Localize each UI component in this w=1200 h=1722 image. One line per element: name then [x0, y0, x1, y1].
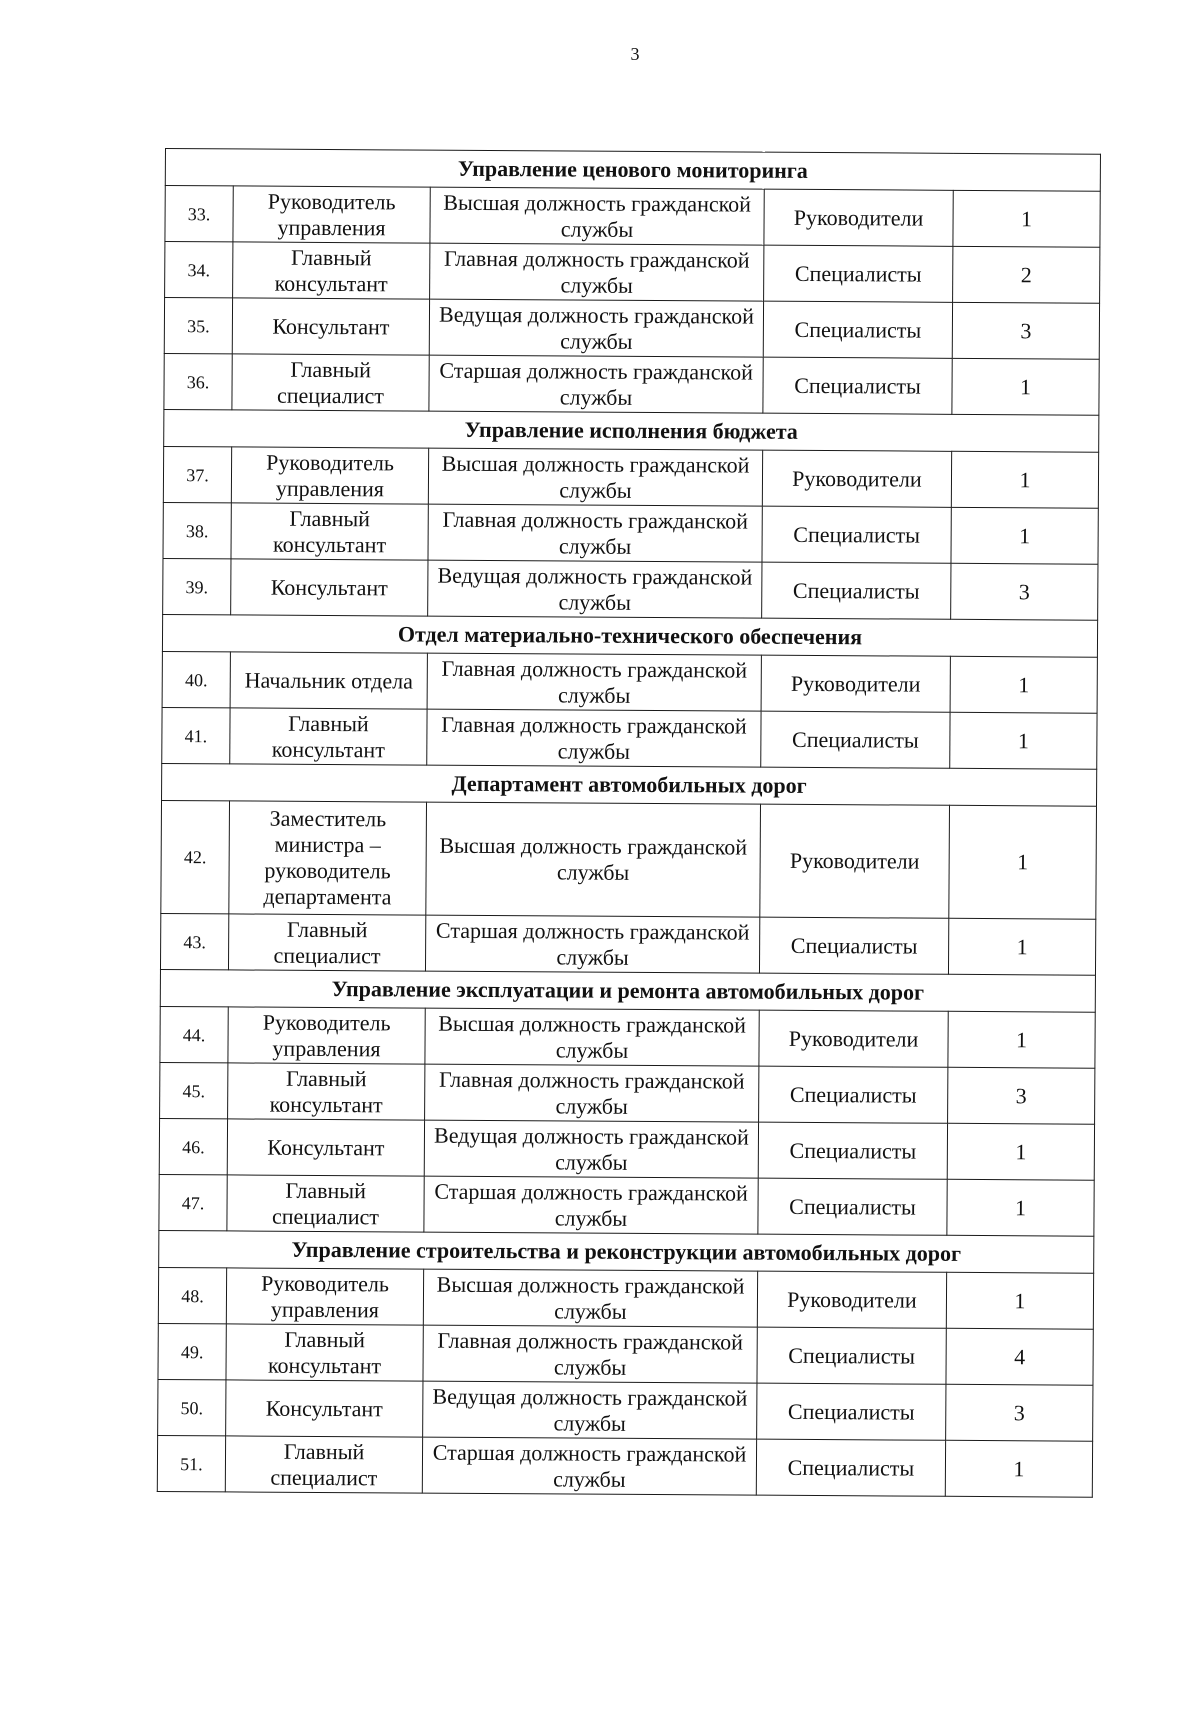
table-row	[164, 298, 1099, 360]
row-number: 40.	[162, 651, 230, 707]
position-cell: Руководитель управления	[233, 186, 430, 243]
table-row	[157, 1435, 1092, 1497]
position-group-cell: Главная должность гражданской службы	[428, 504, 762, 562]
section-header-row	[159, 1230, 1094, 1273]
category-cell: Специалисты	[764, 245, 953, 302]
position-group-cell: Ведущая должность гражданской службы	[423, 1381, 757, 1439]
count-cell: 1	[948, 1011, 1095, 1068]
row-number: 33.	[165, 186, 233, 242]
position-cell: Заместитель министра – руководитель департамента	[229, 801, 427, 915]
row-number: 37.	[163, 446, 231, 502]
position-cell: Консультант	[227, 1119, 424, 1176]
count-cell: 1	[952, 358, 1099, 415]
count-cell: 1	[946, 1272, 1093, 1329]
category-cell: Руководители	[762, 450, 951, 507]
category-cell: Специалисты	[758, 1178, 947, 1235]
position-cell: Руководитель управления	[228, 1007, 425, 1064]
position-cell: Консультант	[226, 1380, 423, 1437]
category-cell: Руководители	[759, 1010, 948, 1067]
row-number: 41.	[162, 707, 230, 763]
row-number: 43.	[160, 913, 228, 969]
category-cell: Специалисты	[763, 301, 952, 358]
category-cell: Специалисты	[762, 562, 951, 619]
row-number: 50.	[158, 1379, 226, 1435]
category-cell: Специалисты	[763, 357, 952, 414]
category-cell: Специалисты	[759, 1066, 948, 1123]
row-number: 42.	[161, 800, 230, 913]
row-number: 38.	[163, 502, 231, 558]
table-row	[158, 1323, 1093, 1385]
position-group-cell: Высшая должность гражданской службы	[423, 1269, 757, 1327]
table-row	[162, 707, 1097, 769]
category-cell: Руководители	[764, 189, 953, 246]
category-cell: Специалисты	[757, 1383, 946, 1440]
count-cell: 3	[952, 302, 1099, 359]
position-cell: Главный специалист	[228, 914, 425, 971]
row-number: 34.	[165, 242, 233, 298]
section-title: Управление строительства и реконструкции автомобильных дорог	[159, 1230, 1094, 1273]
section-header-row	[164, 409, 1099, 452]
count-cell: 1	[951, 451, 1098, 508]
table-row	[158, 1379, 1093, 1441]
section-title: Управление ценового мониторинга	[165, 149, 1100, 192]
row-number: 45.	[160, 1062, 228, 1118]
section-title: Управление исполнения бюджета	[164, 409, 1099, 452]
position-cell: Главный консультант	[231, 503, 428, 560]
category-cell: Специалисты	[758, 1122, 947, 1179]
row-number: 46.	[159, 1118, 227, 1174]
table-row	[164, 353, 1099, 415]
position-group-cell: Главная должность гражданской службы	[423, 1325, 757, 1383]
row-number: 36.	[164, 353, 232, 409]
page-number: 3	[630, 44, 640, 64]
category-cell: Специалисты	[761, 711, 950, 768]
count-cell: 1	[947, 1123, 1094, 1180]
position-group-cell: Старшая должность гражданской службы	[425, 915, 759, 973]
position-group-cell: Главная должность гражданской службы	[427, 653, 761, 711]
table-row	[165, 186, 1100, 248]
table-row	[160, 1062, 1095, 1124]
section-header-row	[162, 614, 1097, 657]
row-number: 51.	[157, 1435, 225, 1491]
count-cell: 4	[946, 1328, 1093, 1385]
category-cell: Специалисты	[762, 506, 951, 563]
count-cell: 3	[951, 563, 1098, 620]
category-cell: Специалисты	[757, 1327, 946, 1384]
position-group-cell: Главная должность гражданской службы	[425, 1064, 759, 1122]
position-cell: Главный консультант	[230, 708, 427, 765]
count-cell: 1	[949, 805, 1097, 919]
position-group-cell: Старшая должность гражданской службы	[424, 1176, 758, 1234]
position-group-cell: Старшая должность гражданской службы	[429, 355, 763, 413]
position-cell: Руководитель управления	[231, 447, 428, 504]
count-cell: 1	[951, 507, 1098, 564]
count-cell: 3	[946, 1384, 1093, 1441]
section-header-row	[160, 969, 1095, 1012]
staff-table	[157, 148, 1101, 1498]
position-cell: Консультант	[231, 559, 428, 616]
row-number: 47.	[159, 1174, 227, 1230]
position-cell: Главный консультант	[228, 1063, 425, 1120]
section-title: Управление эксплуатации и ремонта автомобильных дорог	[160, 969, 1095, 1012]
position-cell: Консультант	[232, 298, 429, 355]
section-title: Департамент автомобильных дорог	[162, 763, 1097, 806]
position-cell: Главный консультант	[226, 1324, 423, 1381]
position-group-cell: Высшая должность гражданской службы	[430, 187, 764, 245]
category-cell: Специалисты	[759, 917, 948, 974]
count-cell: 1	[948, 918, 1095, 975]
position-cell: Главный консультант	[233, 242, 430, 299]
position-group-cell: Старшая должность гражданской службы	[422, 1437, 756, 1495]
position-cell: Главный специалист	[225, 1436, 422, 1493]
count-cell: 1	[950, 656, 1097, 713]
table-row	[158, 1267, 1093, 1329]
table-row	[159, 1118, 1094, 1180]
category-cell: Руководители	[760, 804, 950, 918]
row-number: 49.	[158, 1323, 226, 1379]
section-header-row	[165, 149, 1100, 192]
count-cell: 3	[948, 1067, 1095, 1124]
position-cell: Начальник отдела	[230, 652, 427, 709]
category-cell: Руководители	[757, 1271, 946, 1328]
table-row	[165, 242, 1100, 304]
position-group-cell: Ведущая должность гражданской службы	[429, 299, 763, 357]
category-cell: Руководители	[761, 655, 950, 712]
count-cell: 2	[953, 246, 1100, 303]
section-header-row	[162, 763, 1097, 806]
position-group-cell: Главная должность гражданской службы	[430, 243, 764, 301]
table-row	[160, 913, 1095, 975]
position-group-cell: Главная должность гражданской службы	[427, 709, 761, 767]
row-number: 35.	[164, 298, 232, 354]
category-cell: Специалисты	[756, 1439, 945, 1496]
count-cell: 1	[945, 1440, 1092, 1497]
row-number: 44.	[160, 1006, 228, 1062]
table-row	[163, 446, 1098, 508]
table-row	[160, 1006, 1095, 1068]
position-cell: Руководитель управления	[226, 1268, 423, 1325]
section-title: Отдел материально-технического обеспечения	[162, 614, 1097, 657]
table-row	[161, 800, 1097, 919]
table-row	[159, 1174, 1094, 1236]
position-cell: Главный специалист	[227, 1175, 424, 1232]
count-cell: 1	[950, 712, 1097, 769]
position-group-cell: Ведущая должность гражданской службы	[424, 1120, 758, 1178]
table-row	[162, 651, 1097, 713]
position-group-cell: Высшая должность гражданской службы	[428, 448, 762, 506]
count-cell: 1	[953, 190, 1100, 247]
row-number: 39.	[163, 558, 231, 614]
position-cell: Главный специалист	[232, 354, 429, 411]
position-group-cell: Высшая должность гражданской службы	[426, 802, 761, 917]
count-cell: 1	[947, 1179, 1094, 1236]
position-group-cell: Ведущая должность гражданской службы	[428, 560, 762, 618]
position-group-cell: Высшая должность гражданской службы	[425, 1008, 759, 1066]
table-row	[163, 558, 1098, 620]
table-row	[163, 502, 1098, 564]
row-number: 48.	[158, 1267, 226, 1323]
